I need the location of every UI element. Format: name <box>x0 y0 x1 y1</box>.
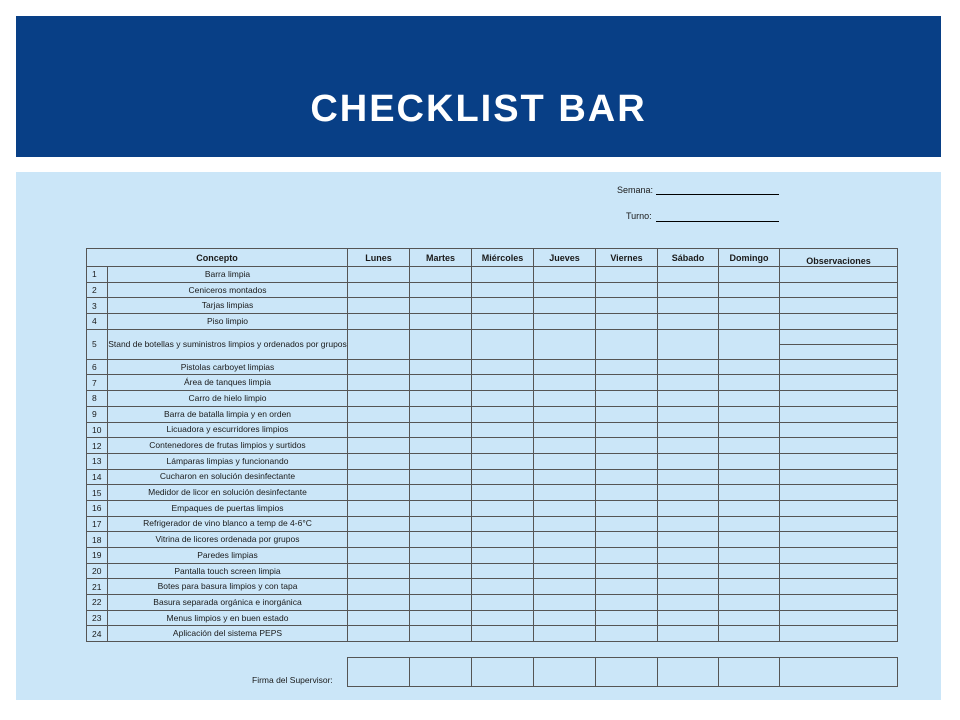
day-check-cell[interactable] <box>472 469 534 485</box>
day-check-cell[interactable] <box>596 267 658 283</box>
day-check-cell[interactable] <box>596 453 658 469</box>
day-check-cell[interactable] <box>658 267 719 283</box>
day-check-cell[interactable] <box>348 563 410 579</box>
observation-split <box>780 344 897 345</box>
day-check-cell[interactable] <box>534 548 596 564</box>
row-concept: Stand de botellas y suministros limpios y ordenados por grupos <box>108 329 348 359</box>
day-check-cell[interactable] <box>534 298 596 314</box>
row-number: 12 <box>87 438 108 454</box>
day-check-cell[interactable] <box>596 595 658 611</box>
day-check-cell[interactable] <box>472 314 534 330</box>
day-check-cell[interactable] <box>410 548 472 564</box>
day-check-cell[interactable] <box>719 469 780 485</box>
observation-cell[interactable] <box>780 500 898 516</box>
day-check-cell[interactable] <box>658 453 719 469</box>
row-concept: Paredes limpias <box>108 548 348 564</box>
signature-cell[interactable] <box>348 658 410 687</box>
turno-input-line[interactable] <box>656 221 779 222</box>
day-check-cell[interactable] <box>534 406 596 422</box>
day-check-cell[interactable] <box>596 298 658 314</box>
day-check-cell[interactable] <box>534 391 596 407</box>
day-check-cell[interactable] <box>658 579 719 595</box>
day-check-cell[interactable] <box>348 375 410 391</box>
header-row <box>87 249 898 267</box>
day-check-cell[interactable] <box>658 548 719 564</box>
table-row <box>87 532 898 548</box>
header-day: Miércoles <box>472 249 534 267</box>
day-check-cell[interactable] <box>410 626 472 642</box>
day-check-cell[interactable] <box>534 375 596 391</box>
table-row <box>87 579 898 595</box>
row-number: 1 <box>87 267 108 283</box>
observation-cell[interactable] <box>780 579 898 595</box>
day-check-cell[interactable] <box>596 485 658 501</box>
day-check-cell[interactable] <box>658 391 719 407</box>
day-check-cell[interactable] <box>348 422 410 438</box>
row-concept: Barra de batalla limpia y en orden <box>108 406 348 422</box>
day-check-cell[interactable] <box>410 579 472 595</box>
day-check-cell[interactable] <box>719 438 780 454</box>
day-check-cell[interactable] <box>658 626 719 642</box>
row-concept: Barra limpia <box>108 267 348 283</box>
day-check-cell[interactable] <box>596 406 658 422</box>
day-check-cell[interactable] <box>596 548 658 564</box>
table-row <box>87 314 898 330</box>
observation-cell[interactable] <box>780 375 898 391</box>
row-number: 15 <box>87 485 108 501</box>
observation-cell[interactable] <box>780 267 898 283</box>
observation-cell[interactable] <box>780 329 898 359</box>
observation-cell[interactable] <box>780 548 898 564</box>
day-check-cell[interactable] <box>596 314 658 330</box>
day-check-cell[interactable] <box>658 516 719 532</box>
row-concept: Ceniceros montados <box>108 282 348 298</box>
day-check-cell[interactable] <box>348 267 410 283</box>
row-number: 13 <box>87 453 108 469</box>
day-check-cell[interactable] <box>658 500 719 516</box>
row-number: 21 <box>87 579 108 595</box>
day-check-cell[interactable] <box>534 610 596 626</box>
row-concept: Pantalla touch screen limpia <box>108 563 348 579</box>
day-check-cell[interactable] <box>348 453 410 469</box>
day-check-cell[interactable] <box>348 469 410 485</box>
day-check-cell[interactable] <box>719 532 780 548</box>
day-check-cell[interactable] <box>596 500 658 516</box>
row-number: 18 <box>87 532 108 548</box>
day-check-cell[interactable] <box>719 282 780 298</box>
header-day: Lunes <box>348 249 410 267</box>
day-check-cell[interactable] <box>658 329 719 359</box>
row-concept: Botes para basura limpios y con tapa <box>108 579 348 595</box>
row-concept: Medidor de licor en solución desinfectante <box>108 485 348 501</box>
day-check-cell[interactable] <box>719 595 780 611</box>
header-day: Jueves <box>534 249 596 267</box>
day-check-cell[interactable] <box>410 391 472 407</box>
observation-subcell[interactable] <box>780 344 897 345</box>
day-check-cell[interactable] <box>410 610 472 626</box>
row-number: 3 <box>87 298 108 314</box>
checklist-table <box>86 248 898 642</box>
day-check-cell[interactable] <box>658 298 719 314</box>
day-check-cell[interactable] <box>596 329 658 359</box>
day-check-cell[interactable] <box>719 406 780 422</box>
row-concept: Aplicación del sistema PEPS <box>108 626 348 642</box>
row-concept: Contenedores de frutas limpios y surtidos <box>108 438 348 454</box>
day-check-cell[interactable] <box>658 359 719 375</box>
day-check-cell[interactable] <box>719 516 780 532</box>
day-check-cell[interactable] <box>719 298 780 314</box>
header-day: Viernes <box>596 249 658 267</box>
day-check-cell[interactable] <box>534 626 596 642</box>
observation-cell[interactable] <box>780 406 898 422</box>
row-number: 5 <box>87 329 108 359</box>
day-check-cell[interactable] <box>596 391 658 407</box>
day-check-cell[interactable] <box>534 500 596 516</box>
day-check-cell[interactable] <box>596 438 658 454</box>
day-check-cell[interactable] <box>410 516 472 532</box>
day-check-cell[interactable] <box>719 267 780 283</box>
row-number: 16 <box>87 500 108 516</box>
day-check-cell[interactable] <box>719 453 780 469</box>
day-check-cell[interactable] <box>472 375 534 391</box>
table-row <box>87 267 898 283</box>
signature-cell[interactable] <box>719 658 780 687</box>
table-row <box>87 500 898 516</box>
day-check-cell[interactable] <box>410 563 472 579</box>
table-row <box>87 563 898 579</box>
row-number: 17 <box>87 516 108 532</box>
day-check-cell[interactable] <box>534 469 596 485</box>
day-check-cell[interactable] <box>348 595 410 611</box>
day-check-cell[interactable] <box>472 532 534 548</box>
observation-cell[interactable] <box>780 610 898 626</box>
row-number: 20 <box>87 563 108 579</box>
day-check-cell[interactable] <box>472 610 534 626</box>
observation-cell[interactable] <box>780 516 898 532</box>
observation-cell[interactable] <box>780 359 898 375</box>
table-row <box>87 391 898 407</box>
day-check-cell[interactable] <box>472 563 534 579</box>
signature-row <box>347 657 898 687</box>
row-number: 24 <box>87 626 108 642</box>
row-concept: Vitrina de licores ordenada por grupos <box>108 532 348 548</box>
row-concept: Área de tanques limpia <box>108 375 348 391</box>
day-check-cell[interactable] <box>472 391 534 407</box>
row-concept: Refrigerador de vino blanco a temp de 4-6°C <box>108 516 348 532</box>
day-check-cell[interactable] <box>472 548 534 564</box>
day-check-cell[interactable] <box>596 375 658 391</box>
table-row <box>87 422 898 438</box>
day-check-cell[interactable] <box>658 532 719 548</box>
day-check-cell[interactable] <box>534 267 596 283</box>
day-check-cell[interactable] <box>596 532 658 548</box>
day-check-cell[interactable] <box>410 406 472 422</box>
row-number: 19 <box>87 548 108 564</box>
day-check-cell[interactable] <box>348 282 410 298</box>
day-check-cell[interactable] <box>719 548 780 564</box>
day-check-cell[interactable] <box>348 329 410 359</box>
day-check-cell[interactable] <box>410 422 472 438</box>
table-row <box>87 548 898 564</box>
day-check-cell[interactable] <box>534 563 596 579</box>
day-check-cell[interactable] <box>472 282 534 298</box>
day-check-cell[interactable] <box>348 298 410 314</box>
day-check-cell[interactable] <box>348 626 410 642</box>
day-check-cell[interactable] <box>534 422 596 438</box>
day-check-cell[interactable] <box>348 610 410 626</box>
day-check-cell[interactable] <box>658 610 719 626</box>
signature-label: Firma del Supervisor: <box>252 675 333 685</box>
day-check-cell[interactable] <box>534 516 596 532</box>
row-number: 6 <box>87 359 108 375</box>
day-check-cell[interactable] <box>596 610 658 626</box>
day-check-cell[interactable] <box>472 267 534 283</box>
observation-cell[interactable] <box>780 298 898 314</box>
table-row <box>87 438 898 454</box>
table-row <box>87 595 898 611</box>
day-check-cell[interactable] <box>534 485 596 501</box>
day-check-cell[interactable] <box>410 375 472 391</box>
day-check-cell[interactable] <box>534 329 596 359</box>
header-day: Domingo <box>719 249 780 267</box>
day-check-cell[interactable] <box>348 548 410 564</box>
day-check-cell[interactable] <box>596 563 658 579</box>
day-check-cell[interactable] <box>348 579 410 595</box>
day-check-cell[interactable] <box>472 579 534 595</box>
day-check-cell[interactable] <box>410 500 472 516</box>
signature-cell[interactable] <box>780 658 898 687</box>
day-check-cell[interactable] <box>719 329 780 359</box>
day-check-cell[interactable] <box>410 329 472 359</box>
table-row <box>87 375 898 391</box>
day-check-cell[interactable] <box>719 500 780 516</box>
table-row <box>87 469 898 485</box>
day-check-cell[interactable] <box>410 359 472 375</box>
row-number: 4 <box>87 314 108 330</box>
observation-cell[interactable] <box>780 626 898 642</box>
day-check-cell[interactable] <box>348 438 410 454</box>
day-check-cell[interactable] <box>410 453 472 469</box>
day-check-cell[interactable] <box>719 422 780 438</box>
day-check-cell[interactable] <box>719 485 780 501</box>
row-concept: Lámparas limpias y funcionando <box>108 453 348 469</box>
day-check-cell[interactable] <box>596 579 658 595</box>
row-concept: Tarjas limpias <box>108 298 348 314</box>
day-check-cell[interactable] <box>348 314 410 330</box>
day-check-cell[interactable] <box>410 298 472 314</box>
day-check-cell[interactable] <box>658 422 719 438</box>
header-day: Sábado <box>658 249 719 267</box>
signature-cell[interactable] <box>534 658 596 687</box>
signature-cell[interactable] <box>410 658 472 687</box>
observation-cell[interactable] <box>780 485 898 501</box>
day-check-cell[interactable] <box>596 422 658 438</box>
header-day: Martes <box>410 249 472 267</box>
row-concept: Basura separada orgánica e inorgánica <box>108 595 348 611</box>
day-check-cell[interactable] <box>596 282 658 298</box>
table-row <box>87 516 898 532</box>
table-row <box>87 298 898 314</box>
day-check-cell[interactable] <box>472 595 534 611</box>
day-check-cell[interactable] <box>472 516 534 532</box>
day-check-cell[interactable] <box>410 438 472 454</box>
day-check-cell[interactable] <box>658 469 719 485</box>
day-check-cell[interactable] <box>472 485 534 501</box>
day-check-cell[interactable] <box>348 516 410 532</box>
day-check-cell[interactable] <box>658 406 719 422</box>
row-concept: Piso limpio <box>108 314 348 330</box>
day-check-cell[interactable] <box>410 532 472 548</box>
row-concept: Menus limpios y en buen estado <box>108 610 348 626</box>
row-concept: Licuadora y escurridores limpios <box>108 422 348 438</box>
day-check-cell[interactable] <box>410 267 472 283</box>
day-check-cell[interactable] <box>472 298 534 314</box>
day-check-cell[interactable] <box>348 500 410 516</box>
table-row <box>87 406 898 422</box>
day-check-cell[interactable] <box>534 438 596 454</box>
observation-cell[interactable] <box>780 314 898 330</box>
title-banner <box>16 16 941 157</box>
day-check-cell[interactable] <box>658 563 719 579</box>
day-check-cell[interactable] <box>534 579 596 595</box>
day-check-cell[interactable] <box>534 359 596 375</box>
observation-cell[interactable] <box>780 438 898 454</box>
day-check-cell[interactable] <box>596 359 658 375</box>
day-check-cell[interactable] <box>410 469 472 485</box>
day-check-cell[interactable] <box>719 375 780 391</box>
day-check-cell[interactable] <box>348 406 410 422</box>
day-check-cell[interactable] <box>658 485 719 501</box>
observation-cell[interactable] <box>780 469 898 485</box>
day-check-cell[interactable] <box>348 532 410 548</box>
day-check-cell[interactable] <box>596 516 658 532</box>
day-check-cell[interactable] <box>719 610 780 626</box>
signature-cell[interactable] <box>658 658 719 687</box>
day-check-cell[interactable] <box>472 626 534 642</box>
table-row <box>87 626 898 642</box>
day-check-cell[interactable] <box>472 438 534 454</box>
semana-input-line[interactable] <box>656 194 779 195</box>
row-number: 8 <box>87 391 108 407</box>
table-row <box>87 329 898 359</box>
day-check-cell[interactable] <box>410 282 472 298</box>
semana-label: Semana: <box>617 185 654 195</box>
day-check-cell[interactable] <box>472 422 534 438</box>
row-number: 10 <box>87 422 108 438</box>
row-concept: Empaques de puertas limpios <box>108 500 348 516</box>
row-number: 9 <box>87 406 108 422</box>
table-row <box>87 485 898 501</box>
header-concepto: Concepto <box>87 249 348 267</box>
header-observaciones: Observaciones <box>780 249 898 267</box>
day-check-cell[interactable] <box>719 626 780 642</box>
table-row <box>87 610 898 626</box>
turno-label: Turno: <box>626 211 652 221</box>
day-check-cell[interactable] <box>534 532 596 548</box>
row-concept: Pistolas carboyet limpias <box>108 359 348 375</box>
day-check-cell[interactable] <box>596 626 658 642</box>
day-check-cell[interactable] <box>410 595 472 611</box>
observation-cell[interactable] <box>780 532 898 548</box>
day-check-cell[interactable] <box>534 595 596 611</box>
day-check-cell[interactable] <box>719 563 780 579</box>
row-concept: Carro de hielo limpio <box>108 391 348 407</box>
day-check-cell[interactable] <box>348 485 410 501</box>
day-check-cell[interactable] <box>658 282 719 298</box>
day-check-cell[interactable] <box>658 595 719 611</box>
day-check-cell[interactable] <box>658 375 719 391</box>
day-check-cell[interactable] <box>472 500 534 516</box>
observation-cell[interactable] <box>780 422 898 438</box>
day-check-cell[interactable] <box>719 359 780 375</box>
day-check-cell[interactable] <box>596 469 658 485</box>
page-title: CHECKLIST BAR <box>310 88 647 130</box>
observation-cell[interactable] <box>780 391 898 407</box>
day-check-cell[interactable] <box>348 359 410 375</box>
day-check-cell[interactable] <box>534 314 596 330</box>
table-row <box>87 453 898 469</box>
row-concept: Cucharon en solución desinfectante <box>108 469 348 485</box>
day-check-cell[interactable] <box>348 391 410 407</box>
day-check-cell[interactable] <box>472 406 534 422</box>
day-check-cell[interactable] <box>410 314 472 330</box>
day-check-cell[interactable] <box>719 579 780 595</box>
signature-cell[interactable] <box>596 658 658 687</box>
row-number: 7 <box>87 375 108 391</box>
day-check-cell[interactable] <box>534 282 596 298</box>
day-check-cell[interactable] <box>472 359 534 375</box>
table-row <box>87 359 898 375</box>
day-check-cell[interactable] <box>658 438 719 454</box>
row-number: 23 <box>87 610 108 626</box>
day-check-cell[interactable] <box>534 453 596 469</box>
observation-cell[interactable] <box>780 563 898 579</box>
row-number: 22 <box>87 595 108 611</box>
observation-cell[interactable] <box>780 282 898 298</box>
signature-cell[interactable] <box>472 658 534 687</box>
day-check-cell[interactable] <box>719 314 780 330</box>
day-check-cell[interactable] <box>719 391 780 407</box>
observation-cell[interactable] <box>780 453 898 469</box>
row-number: 14 <box>87 469 108 485</box>
day-check-cell[interactable] <box>658 314 719 330</box>
table-row <box>87 282 898 298</box>
day-check-cell[interactable] <box>410 485 472 501</box>
observation-cell[interactable] <box>780 595 898 611</box>
day-check-cell[interactable] <box>472 329 534 359</box>
day-check-cell[interactable] <box>472 453 534 469</box>
row-number: 2 <box>87 282 108 298</box>
